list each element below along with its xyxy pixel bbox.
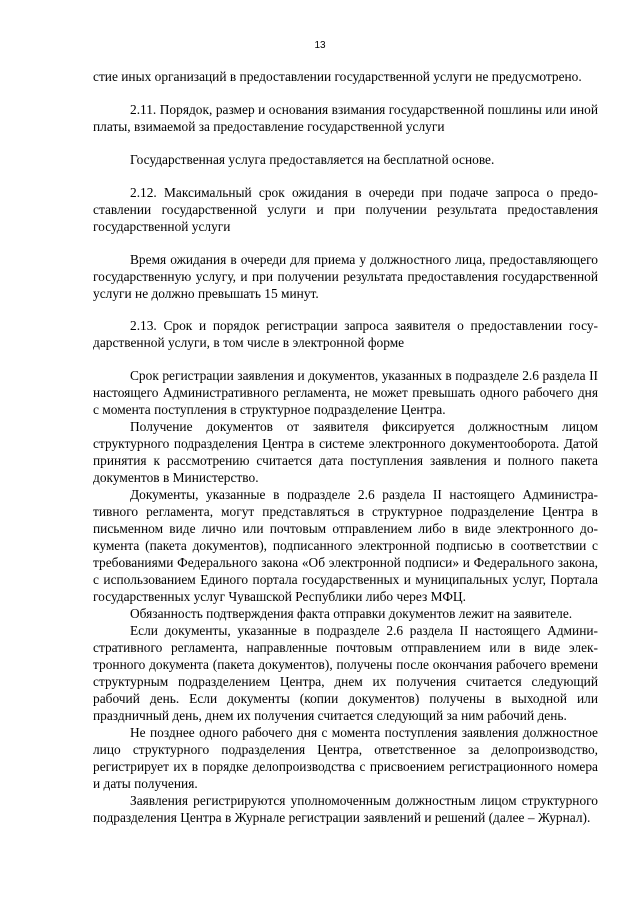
paragraph-after-hours-receipt: Если документы, указанные в подразделе 2.6 раздела II настоящего Административного регламента, направленные почтовым отправлением или в виде электронного документа (пакета документов), получены после окончания рабочего времени структурным подразделением Центра, днем их получения считается следующий рабочий день. Если документы (копии документов) получены в выходной или праздничный день, днем их получения считается следующий за ним рабочий день. — [93, 623, 598, 723]
paragraph-registration-term: Срок регистрации заявления и документов, указанных в подразделе 2.6 раздела II настоящего Административного регламента, не может превышать одного рабочего дня с момента поступления в структурное подразделение Центра. — [93, 368, 598, 417]
paragraph-journal-registration: Заявления регистрируются уполномоченным должностным лицом структурного подразделения Центра в Журнале регистрации заявлений и решений (далее – Журнал). — [93, 793, 598, 825]
paragraph-documents-submission: Документы, указанные в подразделе 2.6 раздела II настоящего Административного регламента, могут представляться в структурное подразделение Центра в письменном виде лично или почтовым отправлением либо в виде электронного документа (пакета документов), подписанного электронной подписью в соответствии с требованиями Федерального закона «Об электронной подписи» и Федерального закона, с использованием Единого портала государственных и муниципальных услуг, Портала государственных услуг Чувашской Республики либо через МФЦ. — [93, 487, 598, 604]
section-heading-2-12: 2.12. Максимальный срок ожидания в очереди при подаче запроса о предоставлении государственной услуги и при получении результата предоставления государственной услуги — [93, 185, 598, 234]
paragraph-proof-obligation: Обязанность подтверждения факта отправки документов лежит на заявителе. — [130, 606, 573, 621]
paragraph-waiting-time: Время ожидания в очереди для приема у должностного лица, предоставляющего государственную услугу, и при получении результата предоставления государственной услуги не должно превышать 15 минут. — [93, 252, 598, 301]
paragraph-receipt-recording: Получение документов от заявителя фиксируется должностным лицом структурного подразделения Центра в системе электронного документооборота. Датой принятия к рассмотрению считается дата поступления заявления и полного пакета документов в Министерство. — [93, 419, 598, 485]
section-heading-2-13: 2.13. Срок и порядок регистрации запроса заявителя о предоставлении государственной услуги, в том числе в электронной форме — [93, 318, 598, 350]
paragraph-continuation: стие иных организаций в предоставлении государственной услуги не предусмотрено. — [93, 69, 582, 84]
document-body — [93, 68, 598, 826]
paragraph-free-service: Государственная услуга предоставляется на бесплатной основе. — [130, 152, 495, 167]
page-number: 13 — [314, 40, 326, 51]
section-heading-2-11: 2.11. Порядок, размер и основания взимания государственной пошлины или иной платы, взимаемой за предоставление государственной услуги — [93, 102, 598, 134]
paragraph-registration-deadline: Не позднее одного рабочего дня с момента поступления заявления должностное лицо структурного подразделения Центра, ответственное за делопроизводство, регистрирует их в порядке делопроизводства с присвоением регистрационного номера и даты получения. — [93, 725, 598, 791]
